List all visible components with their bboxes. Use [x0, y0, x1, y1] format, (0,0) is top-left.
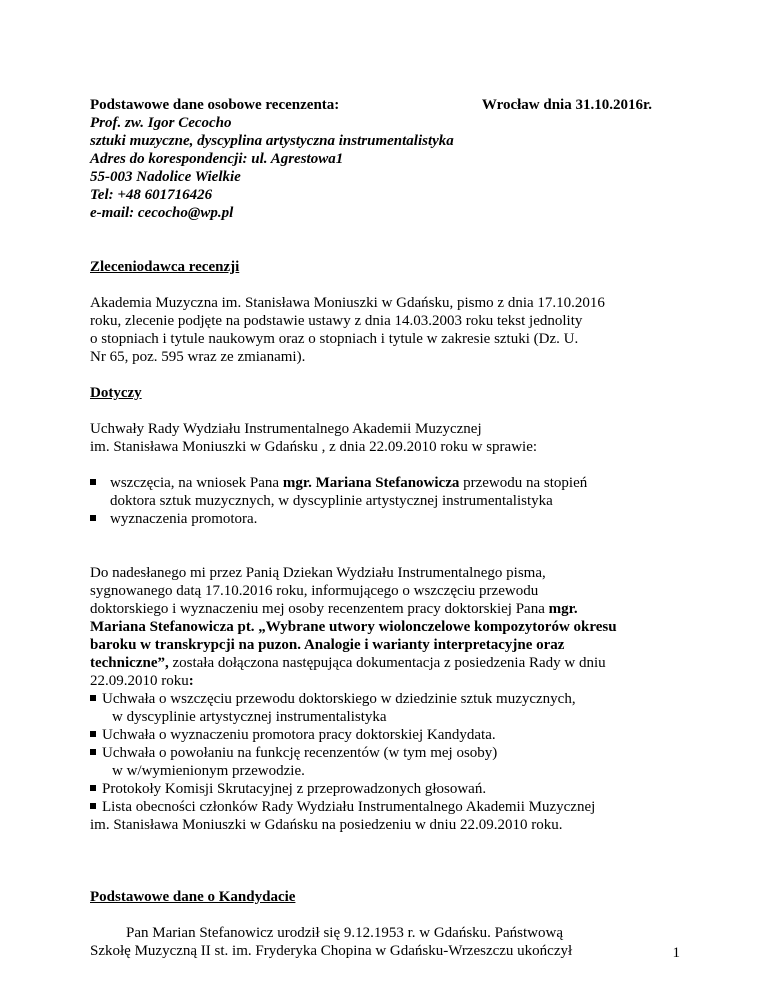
- document-page: [90, 96, 650, 960]
- section-heading-client: Zleceniodawca recenzji: [90, 259, 240, 275]
- doc-list-item: Uchwała o powołaniu na funkcję recenzentów (w tym mej osoby): [90, 744, 650, 762]
- bullet-square-icon: [90, 515, 96, 521]
- client-paragraph: [90, 294, 650, 366]
- doc-list-continuation: im. Stanisława Moniuszki w Gdańsku na posiedzeniu w dniu 22.09.2010 roku.: [90, 817, 563, 833]
- doc-list-continuation: w dyscyplinie artystycznej instrumentalistyka: [112, 709, 387, 725]
- paragraph-line: Uchwały Rady Wydziału Instrumentalnego Akademii Muzycznej: [90, 421, 482, 437]
- doc-list-item: Protokoły Komisji Skrutacyjnej z przeprowadzonych głosowań.: [90, 780, 650, 798]
- section-heading-concerns: Dotyczy: [90, 385, 142, 401]
- place-date: Wrocław dnia 31.10.2016r.: [481, 97, 652, 113]
- bullet-item: wyznaczenia promotora.: [90, 510, 650, 528]
- section-heading-candidate: Podstawowe dane o Kandydacie: [90, 889, 296, 905]
- bullet-square-icon: [90, 749, 96, 755]
- doc-list-item: Lista obecności członków Rady Wydziału Instrumentalnego Akademii Muzycznej: [90, 798, 650, 816]
- bullet-square-icon: [90, 731, 96, 737]
- paragraph-line: Akademia Muzyczna im. Stanisława Moniuszki w Gdańsku, pismo z dnia 17.10.2016: [90, 295, 605, 311]
- paragraph-line: Nr 65, poz. 595 wraz ze zmianami).: [90, 349, 306, 365]
- paragraph-line: im. Stanisława Moniuszki w Gdańsku , z dnia 22.09.2010 roku w sprawie:: [90, 439, 538, 455]
- page-number: 1: [672, 945, 680, 961]
- reviewer-field: sztuki muzyczne, dyscyplina artystyczna instrumentalistyka: [90, 133, 454, 149]
- bullet-continuation: doktora sztuk muzycznych, w dyscyplinie artystycznej instrumentalistyka: [110, 493, 553, 509]
- bullet-square-icon: [90, 695, 96, 701]
- paragraph-line: o stopniach i tytule naukowym oraz o stopniach i tytule w zakresie sztuki (Dz. U.: [90, 331, 579, 347]
- bullet-square-icon: [90, 803, 96, 809]
- bullet-item: wszczęcia, na wniosek Pana mgr. Mariana Stefanowicza przewodu na stopień: [90, 474, 650, 492]
- paragraph-line: roku, zlecenie podjęte na podstawie ustawy z dnia 14.03.2003 roku tekst jednolity: [90, 313, 583, 329]
- doc-list-item: Uchwała o wszczęciu przewodu doktorskiego w dziedzinie sztuk muzycznych,: [90, 690, 650, 708]
- paragraph-line: Szkołę Muzyczną II st. im. Fryderyka Chopina w Gdańsku-Wrzeszczu ukończył: [90, 943, 573, 959]
- reviewer-header: [90, 96, 650, 114]
- reviewer-email: e-mail: cecocho@wp.pl: [90, 205, 234, 221]
- documentation-paragraph: Do nadesłanego mi przez Panią Dziekan Wydziału Instrumentalnego pisma, sygnowanego datą 17.10.2016 roku, informującego o wszczęciu przewodu doktorskiego i wyznaczeniu mej osoby recenzentem pracy doktorskiej Pana mgr. Mariana Stefanowicza pt. „Wybrane utwory wiolonczelowe kompozytorów okresu baroku w transkrypcji na puzon. Analogie i warianty interpretacyjne oraz techniczne”, została dołączona następująca dokumentacja z posiedzenia Rady w dniu 22.09.2010 roku: Uchwała o wszczęciu przewodu doktorskiego w dziedzinie sztuk muzycznych, w dyscyplinie artystycznej instrumentalistyka Uchwała o wyznaczeniu promotora pracy doktorskiej Kandydata. Uchwała o powołaniu na funkcję recenzentów (w tym mej osoby) w w/wymienionym przewodzie. Protokoły Komisji Skrutacyjnej z przeprowadzonych głosowań. Lista obecności członków Rady Wydziału Instrumentalnego Akademii Muzycznej im. Stanisława Moniuszki w Gdańsku na posiedzeniu w dniu 22.09.2010 roku.: [90, 564, 650, 834]
- bullet-square-icon: [90, 479, 96, 485]
- doc-list-item: Uchwała o wyznaczeniu promotora pracy doktorskiej Kandydata.: [90, 726, 650, 744]
- doc-list-continuation: w w/wymienionym przewodzie.: [112, 763, 305, 779]
- reviewer-phone: Tel: +48 601716426: [90, 187, 213, 203]
- reviewer-data-label: Podstawowe dane osobowe recenzenta:: [90, 97, 340, 113]
- paragraph-line: Pan Marian Stefanowicz urodził się 9.12.1953 r. w Gdańsku. Państwową: [126, 925, 564, 941]
- reviewer-city: 55-003 Nadolice Wielkie: [90, 169, 241, 185]
- reviewer-name: Prof. zw. Igor Cecocho: [90, 115, 232, 131]
- bullet-square-icon: [90, 785, 96, 791]
- reviewer-address: Adres do korespondencji: ul. Agrestowa1: [90, 151, 344, 167]
